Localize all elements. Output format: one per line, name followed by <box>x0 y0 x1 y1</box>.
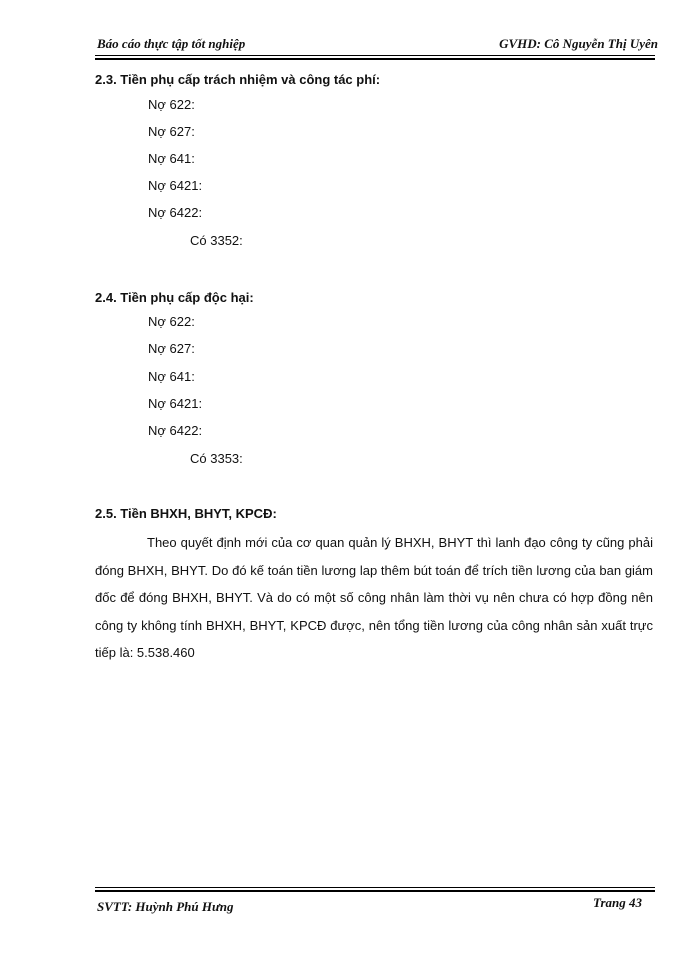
entry-label: Nợ 6422: <box>148 423 203 438</box>
footer-rule-thick <box>95 890 655 892</box>
entry-label: Nợ 622: <box>148 314 195 329</box>
entry-label: Nợ 6421: <box>148 396 203 411</box>
section-title-2-5: 2.5. Tiền BHXH, BHYT, KPCĐ: <box>95 506 277 521</box>
section-paragraph: Theo quyết định mới của cơ quan quản lý BHXH, BHYT thì lanh đạo công ty cũng phải đóng BHXH, BHYT. Do đó kế toán tiền lương lap thêm bút toán để trích tiền lương của ban giám đốc để đóng BHXH, BHYT. Và do có một số công nhân làm thời vụ nên chưa có hợp đồng nên công ty không tính BHXH, BHYT, KPCĐ được, nên tổng tiền lương của công nhân sản xuất trực tiếp là: 5.538.460 <box>95 535 653 660</box>
page-number: Trang 43 <box>593 895 642 910</box>
footer-student: SVTT: Huỳnh Phú Hưng <box>97 899 234 914</box>
total-label: Có 3352: <box>190 233 243 248</box>
entry-label: Nợ 6422: <box>148 205 203 220</box>
section-title-2-3: 2.3. Tiền phụ cấp trách nhiệm và công tác phí: <box>95 72 381 87</box>
header-report-title: Báo cáo thực tập tốt nghiệp <box>97 36 246 51</box>
section-title-2-4: 2.4. Tiền phụ cấp độc hại: <box>95 290 254 305</box>
total-label: Có 3353: <box>190 451 243 466</box>
entry-label: Nợ 6421: <box>148 178 203 193</box>
header-advisor: GVHD: Cô Nguyễn Thị Uyên <box>499 36 658 51</box>
entry-label: Nợ 627: <box>148 341 195 356</box>
header-rule-thick <box>95 58 655 60</box>
header-rule-thin <box>95 55 655 56</box>
entry-label: Nợ 627: <box>148 124 195 139</box>
footer-rule-thin <box>95 887 655 888</box>
entry-label: Nợ 622: <box>148 97 195 112</box>
entry-label: Nợ 641: <box>148 369 195 384</box>
entry-label: Nợ 641: <box>148 151 195 166</box>
